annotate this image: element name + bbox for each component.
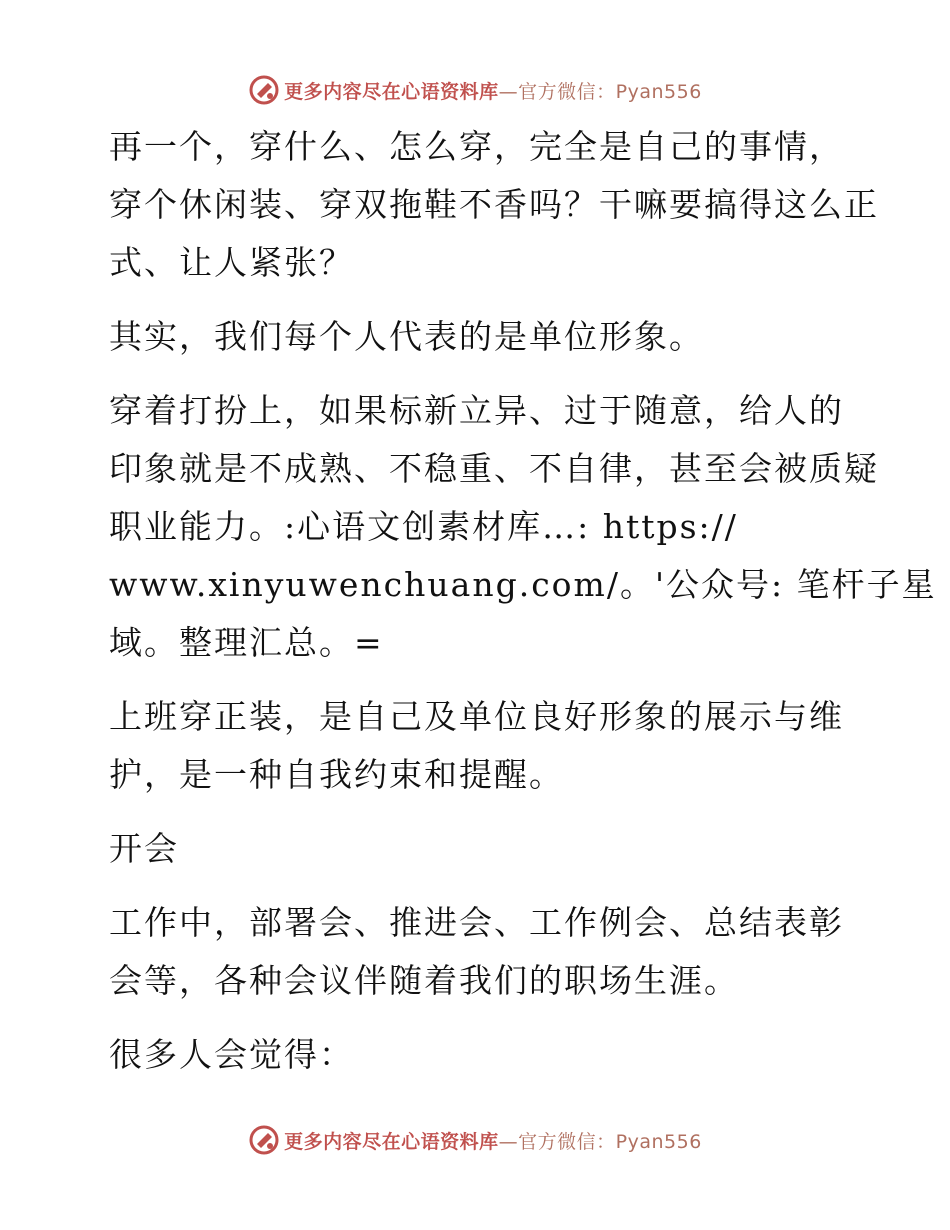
text-line: 很多人会觉得：: [109, 1035, 354, 1074]
text-line: 开会: [109, 829, 179, 868]
paragraph-5-heading: [97, 820, 857, 878]
logo-icon: [248, 1124, 280, 1156]
paragraph-4: [97, 688, 857, 804]
header-separator: —: [498, 80, 519, 103]
text-line: 印象就是不成熟、不稳重、不自律，甚至会被质疑: [109, 449, 879, 488]
footer-text: [284, 1127, 702, 1154]
text-line: 式、让人紧张？: [109, 243, 354, 282]
paragraph-3: [97, 382, 937, 672]
text-line: 其实，我们每个人代表的是单位形象。: [109, 317, 704, 356]
paragraph-2: [97, 308, 857, 366]
header-brand: 更多内容尽在心语资料库: [284, 80, 499, 103]
text-line: 上班穿正装，是自己及单位良好形象的展示与维: [109, 697, 844, 736]
text-line: 会等，各种会议伴随着我们的职场生涯。: [109, 961, 739, 1000]
footer-brand: 更多内容尽在心语资料库: [284, 1130, 499, 1153]
footer-contact: 官方微信：Pyan556: [518, 1130, 702, 1153]
text-line: 再一个，穿什么、怎么穿，完全是自己的事情，: [109, 127, 844, 166]
header-contact: 官方微信：Pyan556: [518, 80, 702, 103]
paragraph-7: [97, 1026, 857, 1084]
paragraph-1: [97, 118, 879, 292]
header-banner: [0, 70, 950, 110]
document-body: [97, 118, 937, 1100]
footer-separator: —: [498, 1130, 519, 1153]
text-line: 职业能力。:心语文创素材库…: https://: [109, 507, 738, 546]
footer-banner: [0, 1120, 950, 1160]
paragraph-6: [97, 894, 857, 1010]
text-line: 工作中，部署会、推进会、工作例会、总结表彰: [109, 903, 844, 942]
text-line: 穿着打扮上，如果标新立异、过于随意，给人的: [109, 391, 844, 430]
text-line: 穿个休闲装、穿双拖鞋不香吗？干嘛要搞得这么正: [109, 185, 879, 224]
logo-icon: [248, 74, 280, 106]
text-line: www.xinyuwenchuang.com/。'公众号: 笔杆子星: [109, 565, 937, 604]
text-line: 护，是一种自我约束和提醒。: [109, 755, 564, 794]
header-text: [284, 77, 702, 104]
text-line: 域。整理汇总。=: [109, 623, 384, 662]
